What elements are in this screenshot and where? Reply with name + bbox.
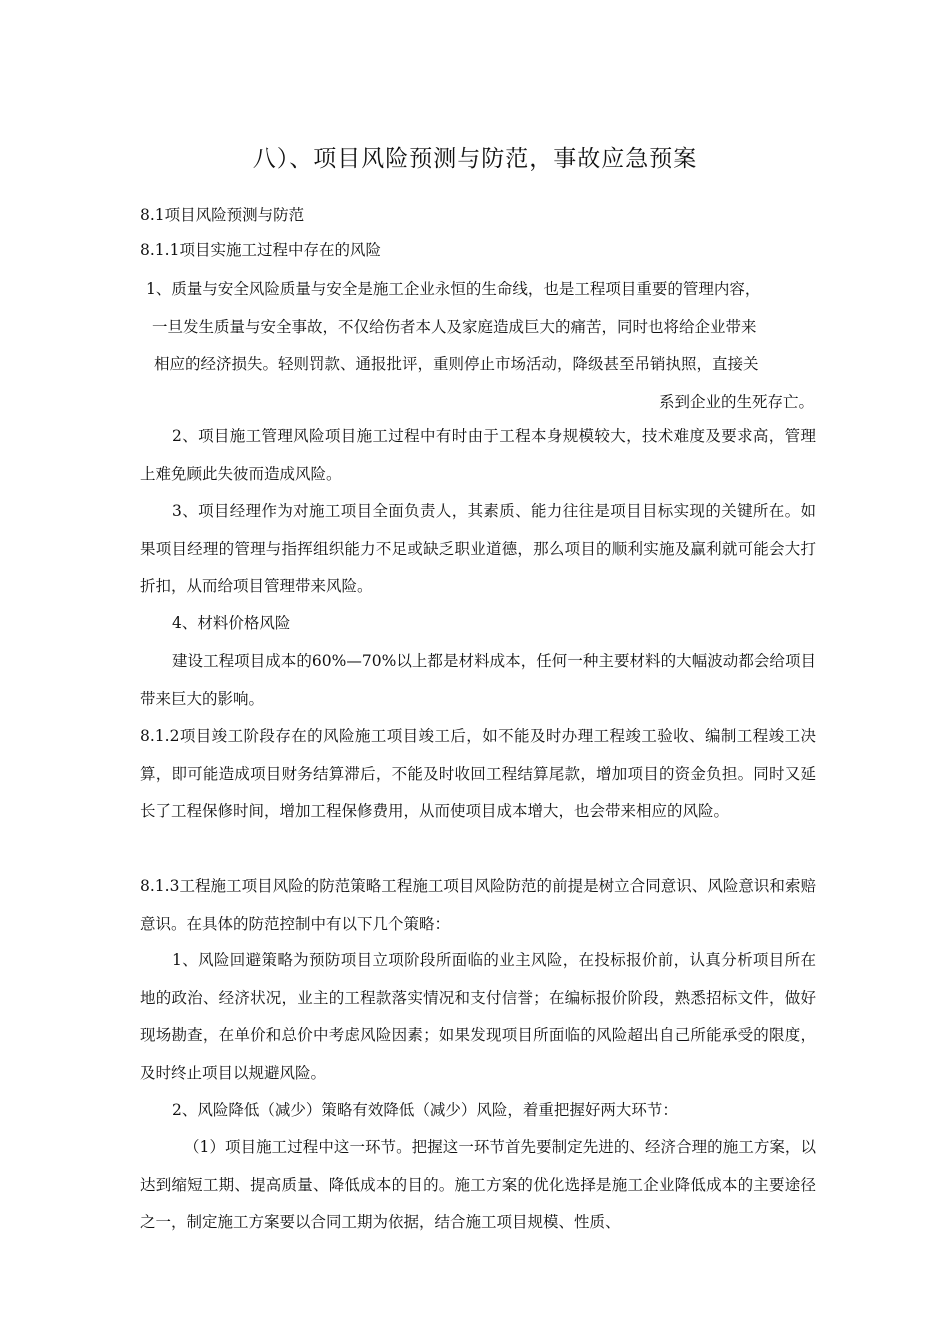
paragraph-2: 2、项目施工管理风险项目施工过程中有时由于工程本身规模较大，技术难度及要求高，管理上难免顾此失彼而造成风险。 bbox=[140, 427, 816, 483]
paragraph-1-line-3: 相应的经济损失。轻则罚款、通报批评，重则停止市场活动，降级甚至吊销执照，直接关 bbox=[154, 355, 759, 373]
paragraph-1-line-1: 1、质量与安全风险质量与安全是施工企业永恒的生命线，也是工程项目重要的管理内容， bbox=[146, 280, 761, 298]
paragraph-9: 2、风险降低（减少）策略有效降低（减少）风险，着重把握好两大环节： bbox=[172, 1101, 678, 1119]
paragraph-1-line-4: 系到企业的生死存亡。 bbox=[658, 393, 814, 411]
section-heading-8-1-1: 8.1.1项目实施工过程中存在的风险 bbox=[140, 241, 381, 259]
section-heading-8-1: 8.1项目风险预测与防范 bbox=[140, 206, 305, 224]
paragraph-5: 建设工程项目成本的60%—70%以上都是材料成本，任何一种主要材料的大幅波动都会给项目带来巨大的影响。 bbox=[140, 652, 816, 708]
paragraph-1-line-2: 一旦发生质量与安全事故，不仅给伤者本人及家庭造成巨大的痛苦，同时也将给企业带来 bbox=[152, 318, 757, 336]
paragraph-7: 8.1.3工程施工项目风险的防范策略工程施工项目风险防范的前提是树立合同意识、风险意识和索赔意识。在具体的防范控制中有以下几个策略： bbox=[140, 877, 816, 933]
paragraph-6: 8.1.2项目竣工阶段存在的风险施工项目竣工后，如不能及时办理工程竣工验收、编制工程竣工决算，即可能造成项目财务结算滞后，不能及时收回工程结算尾款，增加项目的资金负担。同时又延长了工程保修时间，增加工程保修费用，从而使项目成本增大，也会带来相应的风险。 bbox=[140, 727, 816, 820]
paragraph-10: （1）项目施工过程中这一环节。把握这一环节首先要制定先进的、经济合理的施工方案，以达到缩短工期、提高质量、降低成本的目的。施工方案的优化选择是施工企业降低成本的主要途径之一，制定施工方案要以合同工期为依据，结合施工项目规模、性质、 bbox=[140, 1138, 816, 1231]
paragraph-4: 4、材料价格风险 bbox=[172, 614, 291, 632]
paragraph-3: 3、项目经理作为对施工项目全面负责人，其素质、能力往往是项目目标实现的关键所在。如果项目经理的管理与指挥组织能力不足或缺乏职业道德，那么项目的顺利实施及赢利就可能会大打折扣，从而给项目管理带来风险。 bbox=[140, 502, 816, 595]
page-title: 八）、项目风险预测与防范，事故应急预案 bbox=[252, 146, 698, 172]
paragraph-8: 1、风险回避策略为预防项目立项阶段所面临的业主风险，在投标报价前，认真分析项目所在地的政治、经济状况，业主的工程款落实情况和支付信誉；在编标报价阶段，熟悉招标文件，做好现场勘查，在单价和总价中考虑风险因素；如果发现项目所面临的风险超出自己所能承受的限度，及时终止项目以规避风险。 bbox=[140, 951, 816, 1082]
